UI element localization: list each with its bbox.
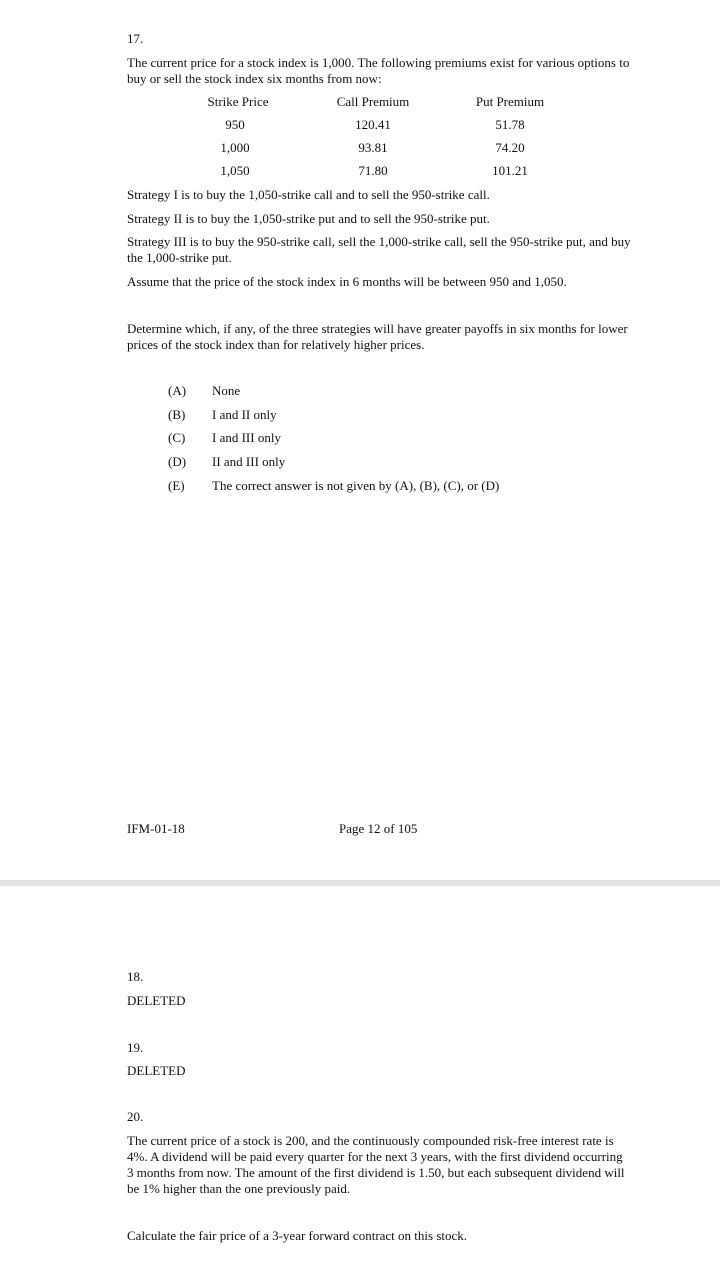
table-cell-call: 120.41 (355, 117, 391, 132)
table-header-strike: Strike Price (207, 94, 269, 109)
table-cell-call: 71.80 (358, 163, 388, 178)
answer-choice-a (168, 383, 588, 406)
choice-text: The correct answer is not given by (A), (B), (C), or (D) (212, 478, 500, 493)
table-cell-strike: 1,000 (220, 140, 250, 155)
table-header-call: Call Premium (336, 94, 410, 109)
choice-text: II and III only (212, 454, 286, 469)
question-18-text: DELETED (127, 993, 186, 1008)
question-20-number: 20. (127, 1109, 144, 1124)
table-cell-put: 74.20 (495, 140, 525, 155)
table-cell-strike: 1,050 (220, 163, 250, 178)
table-cell-put: 51.78 (495, 117, 525, 132)
choice-label: (D) (168, 454, 187, 469)
choice-label: (A) (168, 383, 187, 398)
question-19-number: 19. (127, 1040, 144, 1055)
question-19-text: DELETED (127, 1063, 186, 1078)
question-20-prompt: Calculate the fair price of a 3-year forward contract on this stock. (127, 1228, 468, 1243)
choice-label: (E) (168, 478, 185, 493)
question-20-intro: The current price of a stock is 200, and the continuously compounded risk-free interest rate is 4%. A dividend will be paid every quarter for the next 3 years, with the first dividend occurring 3 months from now. The amount of the first dividend is 1.50, but each subsequent dividend will be 1% higher than the one previously paid. (127, 1133, 625, 1196)
table-row (200, 117, 560, 140)
table-cell-call: 93.81 (358, 140, 388, 155)
answer-choice-b (168, 407, 588, 430)
choice-text: None (212, 383, 241, 398)
table-header-row (200, 94, 560, 117)
option-premium-table (200, 94, 560, 186)
table-cell-put: 101.21 (492, 163, 528, 178)
table-cell-strike: 950 (225, 117, 245, 132)
choice-label: (B) (168, 407, 186, 422)
question-17-intro: The current price for a stock index is 1,000. The following premiums exist for various options to buy or sell the stock index six months from now: (127, 55, 630, 86)
answer-choice-c (168, 430, 588, 453)
document-page-13 (0, 886, 720, 1268)
footer-doc-id: IFM-01-18 (127, 821, 185, 836)
choice-label: (C) (168, 430, 186, 445)
footer-page-number: Page 12 of 105 (339, 821, 418, 836)
table-header-put: Put Premium (475, 94, 545, 109)
table-row (200, 140, 560, 163)
choice-text: I and II only (212, 407, 277, 422)
strategy-2-text: Strategy II is to buy the 1,050-strike put and to sell the 950-strike put. (127, 211, 490, 226)
question-17-number: 17. (127, 31, 144, 46)
answer-choice-e (168, 478, 588, 501)
answer-choice-d (168, 454, 588, 477)
choice-text: I and III only (212, 430, 281, 445)
assumption-text: Assume that the price of the stock index in 6 months will be between 950 and 1,050. (127, 274, 567, 289)
question-17-prompt: Determine which, if any, of the three strategies will have greater payoffs in six months for lower prices of the stock index than for relatively higher prices. (127, 321, 628, 352)
strategy-3-text: Strategy III is to buy the 950-strike call, sell the 1,000-strike call, sell the 950-strike put, and buy the 1,000-strike put. (127, 234, 631, 265)
strategy-1-text: Strategy I is to buy the 1,050-strike call and to sell the 950-strike call. (127, 187, 490, 202)
question-18-number: 18. (127, 969, 144, 984)
table-row (200, 163, 560, 186)
